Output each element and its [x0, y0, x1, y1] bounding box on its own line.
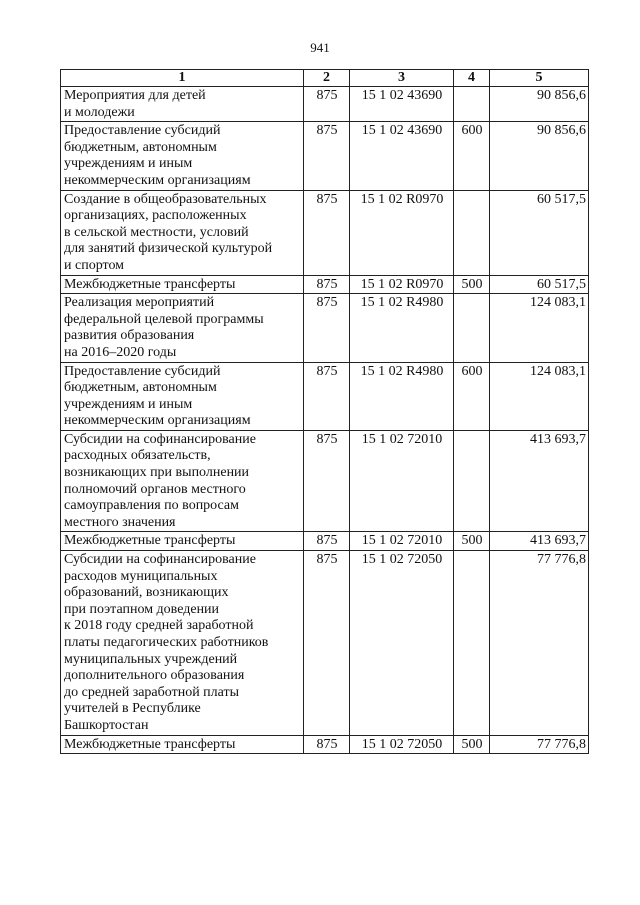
amount-cell: 77 776,8	[490, 735, 589, 754]
target-article-cell: 15 1 02 72050	[350, 551, 454, 736]
expense-name-line: и молодежи	[64, 104, 135, 120]
table-row	[61, 551, 589, 736]
expense-name-line: платы педагогических работников	[64, 635, 269, 650]
expense-type-cell	[454, 294, 490, 362]
expense-type-cell	[454, 430, 490, 532]
expense-name-line: до средней заработной платы	[64, 684, 240, 700]
table-row	[61, 275, 589, 294]
target-article-cell: 15 1 02 72050	[350, 735, 454, 754]
expense-name-line: развития образования	[64, 328, 195, 344]
ministry-code-cell: 875	[304, 294, 350, 362]
amount-cell: 60 517,5	[490, 190, 589, 275]
expense-type-cell	[454, 87, 490, 122]
ministry-code-cell: 875	[304, 87, 350, 122]
expense-name-cell	[61, 735, 304, 754]
expense-type-cell: 600	[454, 122, 490, 190]
ministry-code-cell: 875	[304, 190, 350, 275]
expense-type-cell: 600	[454, 362, 490, 430]
table-body	[61, 87, 589, 754]
header-cell: 3	[350, 70, 454, 87]
expense-name-cell	[61, 190, 304, 275]
expense-name-cell	[61, 122, 304, 190]
expense-name-cell	[61, 430, 304, 532]
table-row	[61, 362, 589, 430]
ministry-code-cell: 875	[304, 275, 350, 294]
expense-name-line: местного значения	[64, 514, 176, 530]
expense-name-line: самоуправления по вопросам	[64, 498, 239, 514]
expense-type-cell	[454, 190, 490, 275]
table-row	[61, 294, 589, 362]
amount-cell: 77 776,8	[490, 551, 589, 736]
expense-name-cell	[61, 87, 304, 122]
expense-type-cell: 500	[454, 735, 490, 754]
expense-name-line: Межбюджетные трансферты	[64, 736, 236, 752]
table-row	[61, 122, 589, 190]
amount-cell: 124 083,1	[490, 294, 589, 362]
expense-name-line: некоммерческим организациям	[64, 172, 251, 188]
expense-name-line: учреждениям и иным	[64, 156, 193, 172]
amount-cell: 90 856,6	[490, 122, 589, 190]
amount-cell: 413 693,7	[490, 532, 589, 551]
header-cell: 1	[61, 70, 304, 87]
expense-name-line: расходных обязательств,	[64, 448, 211, 464]
expense-name-cell	[61, 275, 304, 294]
expense-name-line: полномочий органов местного	[64, 481, 246, 497]
amount-cell: 124 083,1	[490, 362, 589, 430]
expense-name-line: в сельской местности, условий	[64, 224, 249, 240]
header-row	[61, 70, 589, 87]
expense-name-line: Субсидии на софинансирование	[64, 431, 256, 447]
expense-name-line: Предоставление субсидий	[64, 123, 221, 139]
ministry-code-cell: 875	[304, 122, 350, 190]
expense-name-line: Мероприятия для детей	[64, 88, 206, 103]
target-article-cell: 15 1 02 72010	[350, 532, 454, 551]
target-article-cell: 15 1 02 R0970	[350, 190, 454, 275]
ministry-code-cell: 875	[304, 430, 350, 532]
expense-name-line: Реализация мероприятий	[64, 295, 215, 311]
expense-name-line: расходов муниципальных	[64, 568, 218, 584]
target-article-cell: 15 1 02 R4980	[350, 362, 454, 430]
amount-cell: 90 856,6	[490, 87, 589, 122]
target-article-cell: 15 1 02 R0970	[350, 275, 454, 294]
header-cell: 2	[304, 70, 350, 87]
header-cell: 4	[454, 70, 490, 87]
expense-name-line: Межбюджетные трансферты	[64, 276, 236, 292]
expense-name-line: бюджетным, автономным	[64, 380, 217, 396]
expense-name-line: некоммерческим организациям	[64, 413, 251, 429]
expense-name-cell	[61, 294, 304, 362]
table-row	[61, 430, 589, 532]
expense-name-line: учреждениям и иным	[64, 396, 193, 412]
header-cell: 5	[490, 70, 589, 87]
ministry-code-cell: 875	[304, 735, 350, 754]
expense-name-line: Башкортостан	[64, 717, 149, 733]
amount-cell: 60 517,5	[490, 275, 589, 294]
ministry-code-cell: 875	[304, 532, 350, 551]
target-article-cell: 15 1 02 R4980	[350, 294, 454, 362]
expense-type-cell: 500	[454, 532, 490, 551]
expense-name-line: Межбюджетные трансферты	[64, 533, 236, 549]
expense-name-line: Создание в общеобразовательных	[64, 191, 267, 207]
expense-name-cell	[61, 532, 304, 551]
expense-name-line: к 2018 году средней заработной	[64, 618, 254, 634]
page-number: 941	[310, 40, 330, 55]
expense-name-line: учителей в Республике	[64, 701, 201, 717]
expense-name-line: для занятий физической культурой	[64, 241, 273, 257]
expense-name-line: и спортом	[64, 257, 125, 273]
expense-name-line: дополнительного образования	[64, 668, 245, 684]
table-row	[61, 532, 589, 551]
table-row	[61, 735, 589, 754]
target-article-cell: 15 1 02 43690	[350, 87, 454, 122]
expense-name-line: Предоставление субсидий	[64, 363, 221, 379]
expense-name-cell	[61, 362, 304, 430]
expense-type-cell	[454, 551, 490, 736]
expense-name-line: организациях, расположенных	[64, 208, 247, 224]
expense-name-line: возникающих при выполнении	[64, 465, 250, 481]
table-row	[61, 87, 589, 122]
amount-cell: 413 693,7	[490, 430, 589, 532]
expense-name-line: при поэтапном доведении	[64, 601, 220, 617]
ministry-code-cell: 875	[304, 551, 350, 736]
budget-table	[60, 69, 589, 754]
target-article-cell: 15 1 02 43690	[350, 122, 454, 190]
expense-name-line: муниципальных учреждений	[64, 651, 238, 667]
expense-name-line: образований, возникающих	[64, 585, 229, 601]
ministry-code-cell: 875	[304, 362, 350, 430]
expense-name-cell	[61, 551, 304, 736]
expense-name-line: бюджетным, автономным	[64, 139, 217, 155]
expense-type-cell: 500	[454, 275, 490, 294]
table-row	[61, 190, 589, 275]
expense-name-line: Субсидии на софинансирование	[64, 552, 256, 568]
target-article-cell: 15 1 02 72010	[350, 430, 454, 532]
expense-name-line: на 2016–2020 годы	[64, 344, 177, 360]
expense-name-line: федеральной целевой программы	[64, 311, 264, 327]
